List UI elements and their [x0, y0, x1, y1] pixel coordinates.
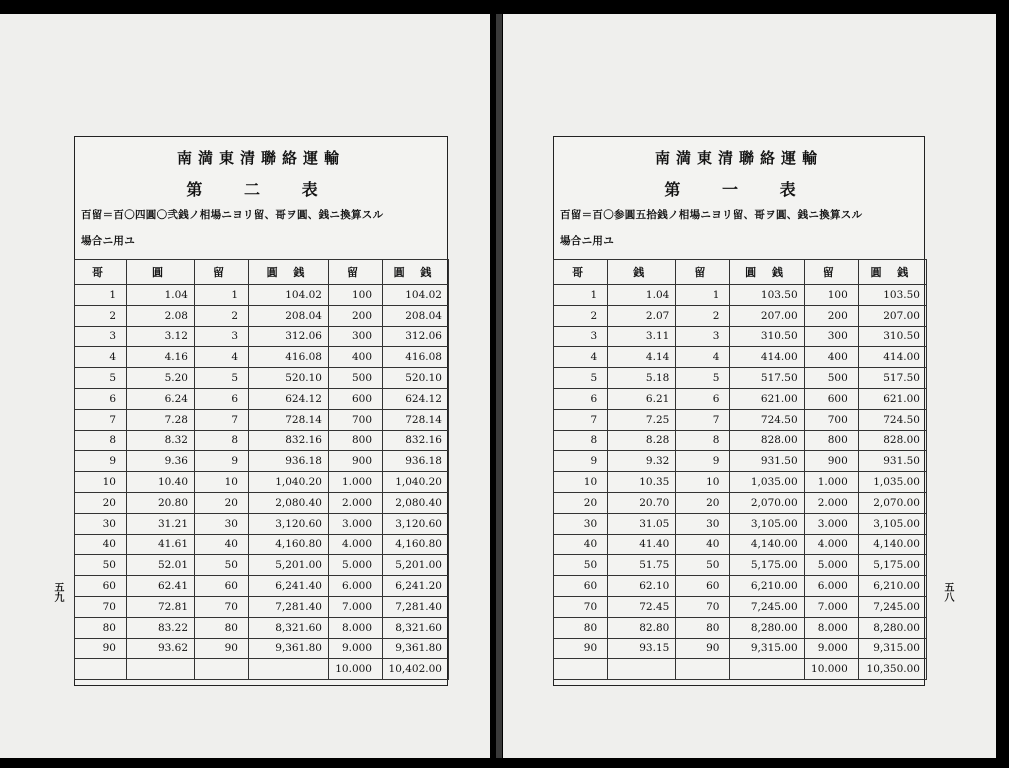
table-row — [75, 492, 449, 513]
table-row — [554, 534, 927, 555]
table-cell: 10.000 — [804, 659, 858, 680]
table-cell: 8,280.00 — [730, 617, 804, 638]
table-cell: 50 — [554, 555, 608, 576]
table-cell: 6.000 — [329, 576, 383, 597]
table-cell: 5,175.00 — [858, 555, 926, 576]
table-cell: 93.62 — [127, 638, 195, 659]
table-cell: 83.22 — [127, 617, 195, 638]
table-row — [75, 596, 449, 617]
table-cell: 9,361.80 — [383, 638, 449, 659]
table-cell: 4.14 — [608, 347, 676, 368]
table-note-line-1: 百留＝百〇参圓五拾銭ノ相場ニヨリ留、哥ヲ圓、銭ニ換算スル — [560, 209, 863, 221]
table-row — [554, 638, 927, 659]
table-cell: 51.75 — [608, 555, 676, 576]
table-cell: 6 — [676, 388, 730, 409]
table-cell: 7 — [676, 409, 730, 430]
table-cell: 41.61 — [127, 534, 195, 555]
table-cell: 60 — [195, 576, 249, 597]
table-cell: 8 — [195, 430, 249, 451]
table-cell — [608, 659, 676, 680]
table-cell: 8.32 — [127, 430, 195, 451]
table-cell: 41.40 — [608, 534, 676, 555]
table-cell: 80 — [676, 617, 730, 638]
table-cell: 3.12 — [127, 326, 195, 347]
table-cell: 10 — [676, 472, 730, 493]
table-cell: 832.16 — [249, 430, 329, 451]
table-row — [75, 326, 449, 347]
table-cell: 8.000 — [804, 617, 858, 638]
table-cell: 40 — [195, 534, 249, 555]
table-cell: 1.000 — [329, 472, 383, 493]
column-header: 圓 — [127, 260, 195, 285]
table-cell: 5,175.00 — [730, 555, 804, 576]
table-cell: 100 — [804, 285, 858, 306]
page-number: 五八 — [942, 582, 953, 602]
table-cell: 103.50 — [858, 285, 926, 306]
table-cell: 931.50 — [858, 451, 926, 472]
table-cell: 724.50 — [858, 409, 926, 430]
table-cell: 20 — [676, 492, 730, 513]
table-cell: 31.05 — [608, 513, 676, 534]
table-row — [554, 659, 927, 680]
table-cell: 104.02 — [383, 285, 449, 306]
table-row — [554, 347, 927, 368]
table-row — [554, 326, 927, 347]
column-header: 留 — [804, 260, 858, 285]
table-cell: 5 — [75, 368, 127, 389]
table-cell: 20.70 — [608, 492, 676, 513]
table-cell: 828.00 — [858, 430, 926, 451]
table-row — [554, 513, 927, 534]
table-cell: 7,281.40 — [383, 596, 449, 617]
table-cell: 936.18 — [383, 451, 449, 472]
table-cell: 500 — [804, 368, 858, 389]
table-cell: 5,201.00 — [249, 555, 329, 576]
table-cell: 60 — [554, 576, 608, 597]
table-row — [554, 555, 927, 576]
table-cell: 416.08 — [383, 347, 449, 368]
table-cell: 520.10 — [249, 368, 329, 389]
table-subtitle: 第 一 表 — [664, 180, 814, 199]
table-row — [75, 451, 449, 472]
table-cell: 207.00 — [730, 305, 804, 326]
rate-table-2-sheet — [74, 136, 448, 686]
table-row — [75, 409, 449, 430]
column-header: 哥 — [554, 260, 608, 285]
table-cell: 62.41 — [127, 576, 195, 597]
table-cell: 30 — [75, 513, 127, 534]
table-cell: 30 — [195, 513, 249, 534]
table-cell: 30 — [554, 513, 608, 534]
table-cell: 70 — [195, 596, 249, 617]
table-cell: 600 — [804, 388, 858, 409]
table-cell: 1.04 — [608, 285, 676, 306]
table-cell: 9,315.00 — [858, 638, 926, 659]
book-spine — [496, 14, 502, 758]
conversion-table — [553, 259, 927, 680]
table-row — [75, 347, 449, 368]
table-cell: 7,245.00 — [858, 596, 926, 617]
table-cell: 621.00 — [730, 388, 804, 409]
table-cell: 93.15 — [608, 638, 676, 659]
table-cell: 4,160.80 — [249, 534, 329, 555]
table-cell: 828.00 — [730, 430, 804, 451]
table-cell: 4.000 — [804, 534, 858, 555]
table-cell — [249, 659, 329, 680]
table-row — [75, 513, 449, 534]
table-cell: 50 — [195, 555, 249, 576]
table-cell: 416.08 — [249, 347, 329, 368]
table-cell: 3 — [75, 326, 127, 347]
table-cell: 90 — [75, 638, 127, 659]
table-subtitle: 第 二 表 — [186, 180, 336, 199]
table-cell: 312.06 — [383, 326, 449, 347]
table-cell: 7,281.40 — [249, 596, 329, 617]
right-page — [503, 14, 996, 758]
table-row — [75, 617, 449, 638]
table-header-row — [75, 260, 449, 285]
table-cell: 1 — [554, 285, 608, 306]
table-cell: 80 — [75, 617, 127, 638]
table-row — [75, 555, 449, 576]
column-header: 圓 銭 — [249, 260, 329, 285]
table-cell: 2,080.40 — [383, 492, 449, 513]
table-cell: 6,241.40 — [249, 576, 329, 597]
table-cell: 5.000 — [329, 555, 383, 576]
table-cell: 60 — [676, 576, 730, 597]
table-cell: 2.000 — [804, 492, 858, 513]
table-cell: 40 — [676, 534, 730, 555]
table-cell: 104.02 — [249, 285, 329, 306]
table-cell: 414.00 — [858, 347, 926, 368]
table-cell: 8 — [75, 430, 127, 451]
table-cell: 5.000 — [804, 555, 858, 576]
table-cell: 624.12 — [383, 388, 449, 409]
table-cell: 72.45 — [608, 596, 676, 617]
table-cell: 600 — [329, 388, 383, 409]
table-cell: 2.07 — [608, 305, 676, 326]
column-header: 圓 銭 — [730, 260, 804, 285]
table-cell: 500 — [329, 368, 383, 389]
table-row — [554, 492, 927, 513]
table-cell: 624.12 — [249, 388, 329, 409]
table-cell: 3.000 — [804, 513, 858, 534]
table-cell: 100 — [329, 285, 383, 306]
table-cell: 5 — [554, 368, 608, 389]
table-cell: 20 — [195, 492, 249, 513]
table-cell: 10 — [195, 472, 249, 493]
table-cell: 1.04 — [127, 285, 195, 306]
table-cell: 9 — [75, 451, 127, 472]
table-cell: 6 — [554, 388, 608, 409]
table-cell: 4.000 — [329, 534, 383, 555]
table-cell: 6.21 — [608, 388, 676, 409]
table-cell: 300 — [804, 326, 858, 347]
table-row — [554, 409, 927, 430]
table-cell: 400 — [804, 347, 858, 368]
rate-table-1-sheet — [553, 136, 925, 686]
table-cell: 3 — [554, 326, 608, 347]
table-cell: 1,035.00 — [858, 472, 926, 493]
table-cell: 2,070.00 — [730, 492, 804, 513]
table-cell: 7,245.00 — [730, 596, 804, 617]
table-cell: 20.80 — [127, 492, 195, 513]
table-row — [554, 617, 927, 638]
table-row — [554, 305, 927, 326]
table-cell: 4 — [75, 347, 127, 368]
table-cell: 20 — [554, 492, 608, 513]
table-cell: 414.00 — [730, 347, 804, 368]
table-cell: 517.50 — [730, 368, 804, 389]
table-cell: 4,160.80 — [383, 534, 449, 555]
table-cell: 8.28 — [608, 430, 676, 451]
table-cell: 90 — [554, 638, 608, 659]
table-cell: 6.000 — [804, 576, 858, 597]
table-cell — [127, 659, 195, 680]
table-cell: 208.04 — [249, 305, 329, 326]
table-cell: 700 — [804, 409, 858, 430]
table-cell: 8.000 — [329, 617, 383, 638]
table-cell — [676, 659, 730, 680]
table-cell: 6 — [195, 388, 249, 409]
table-row — [554, 430, 927, 451]
table-title: 南満東清聯絡運輸 — [176, 149, 345, 167]
table-cell: 7.000 — [804, 596, 858, 617]
table-row — [75, 576, 449, 597]
table-row — [75, 472, 449, 493]
table-cell: 6 — [75, 388, 127, 409]
table-row — [554, 451, 927, 472]
table-cell: 3.000 — [329, 513, 383, 534]
table-cell: 5.18 — [608, 368, 676, 389]
column-header: 圓 銭 — [858, 260, 926, 285]
table-cell: 31.21 — [127, 513, 195, 534]
table-cell: 40 — [75, 534, 127, 555]
table-cell: 5 — [676, 368, 730, 389]
table-cell: 40 — [554, 534, 608, 555]
table-row — [75, 534, 449, 555]
table-cell: 800 — [329, 430, 383, 451]
table-cell: 936.18 — [249, 451, 329, 472]
table-cell: 700 — [329, 409, 383, 430]
table-cell: 10.000 — [329, 659, 383, 680]
table-note-line-2: 場合ニ用ユ — [560, 235, 614, 247]
table-cell — [730, 659, 804, 680]
table-cell: 50 — [75, 555, 127, 576]
table-row — [554, 285, 927, 306]
table-cell: 300 — [329, 326, 383, 347]
table-cell: 7 — [195, 409, 249, 430]
table-cell: 724.50 — [730, 409, 804, 430]
table-cell: 9.000 — [329, 638, 383, 659]
table-title: 南満東清聯絡運輸 — [654, 149, 823, 167]
table-cell: 2,070.00 — [858, 492, 926, 513]
table-row — [75, 368, 449, 389]
table-cell: 621.00 — [858, 388, 926, 409]
table-cell: 3,105.00 — [730, 513, 804, 534]
table-cell: 9,315.00 — [730, 638, 804, 659]
table-cell: 7.000 — [329, 596, 383, 617]
table-cell: 7 — [554, 409, 608, 430]
table-cell: 2 — [676, 305, 730, 326]
table-cell: 3.11 — [608, 326, 676, 347]
table-cell: 90 — [195, 638, 249, 659]
table-row — [554, 388, 927, 409]
table-cell: 70 — [75, 596, 127, 617]
table-cell: 3 — [676, 326, 730, 347]
table-cell: 800 — [804, 430, 858, 451]
table-cell: 9.000 — [804, 638, 858, 659]
table-cell: 310.50 — [730, 326, 804, 347]
table-cell: 82.80 — [608, 617, 676, 638]
table-cell: 8 — [676, 430, 730, 451]
table-cell: 310.50 — [858, 326, 926, 347]
table-cell: 90 — [676, 638, 730, 659]
table-row — [75, 388, 449, 409]
table-cell: 52.01 — [127, 555, 195, 576]
table-cell: 10.40 — [127, 472, 195, 493]
column-header: 哥 — [75, 260, 127, 285]
table-cell: 62.10 — [608, 576, 676, 597]
table-cell: 200 — [804, 305, 858, 326]
table-cell: 7.25 — [608, 409, 676, 430]
table-cell: 207.00 — [858, 305, 926, 326]
table-cell: 103.50 — [730, 285, 804, 306]
table-cell: 10,402.00 — [383, 659, 449, 680]
table-cell: 7 — [75, 409, 127, 430]
table-row — [75, 430, 449, 451]
table-cell: 1 — [195, 285, 249, 306]
table-cell: 5.20 — [127, 368, 195, 389]
table-cell: 9,361.80 — [249, 638, 329, 659]
column-header: 銭 — [608, 260, 676, 285]
table-cell: 6,241.20 — [383, 576, 449, 597]
table-cell: 9 — [195, 451, 249, 472]
column-header: 留 — [329, 260, 383, 285]
table-cell: 208.04 — [383, 305, 449, 326]
table-cell: 4 — [554, 347, 608, 368]
table-cell: 728.14 — [383, 409, 449, 430]
table-cell — [75, 659, 127, 680]
table-cell: 1 — [75, 285, 127, 306]
column-header: 留 — [195, 260, 249, 285]
table-cell: 8,321.60 — [249, 617, 329, 638]
table-cell: 7.28 — [127, 409, 195, 430]
table-cell: 728.14 — [249, 409, 329, 430]
table-cell: 6,210.00 — [858, 576, 926, 597]
table-cell: 2 — [195, 305, 249, 326]
table-cell: 5,201.00 — [383, 555, 449, 576]
table-cell: 3,120.60 — [249, 513, 329, 534]
table-cell: 8,321.60 — [383, 617, 449, 638]
table-note-line-2: 場合ニ用ユ — [81, 235, 135, 247]
table-row — [554, 472, 927, 493]
table-cell: 4.16 — [127, 347, 195, 368]
table-cell — [554, 659, 608, 680]
table-cell: 4 — [676, 347, 730, 368]
table-cell: 832.16 — [383, 430, 449, 451]
table-cell: 6.24 — [127, 388, 195, 409]
table-cell: 4 — [195, 347, 249, 368]
table-cell: 8 — [554, 430, 608, 451]
table-row — [554, 576, 927, 597]
table-cell: 4,140.00 — [730, 534, 804, 555]
table-cell: 70 — [554, 596, 608, 617]
table-cell: 3,120.60 — [383, 513, 449, 534]
table-cell: 2 — [75, 305, 127, 326]
table-cell: 9 — [676, 451, 730, 472]
table-cell: 70 — [676, 596, 730, 617]
table-cell — [195, 659, 249, 680]
table-cell: 10,350.00 — [858, 659, 926, 680]
table-row — [554, 368, 927, 389]
table-row — [75, 659, 449, 680]
table-cell: 520.10 — [383, 368, 449, 389]
table-cell: 30 — [676, 513, 730, 534]
table-cell: 2 — [554, 305, 608, 326]
table-cell: 9 — [554, 451, 608, 472]
left-page — [0, 14, 490, 758]
table-cell: 3,105.00 — [858, 513, 926, 534]
table-cell: 80 — [554, 617, 608, 638]
table-cell: 50 — [676, 555, 730, 576]
table-cell: 1 — [676, 285, 730, 306]
table-cell: 8,280.00 — [858, 617, 926, 638]
table-cell: 4,140.00 — [858, 534, 926, 555]
table-cell: 60 — [75, 576, 127, 597]
table-cell: 931.50 — [730, 451, 804, 472]
table-cell: 400 — [329, 347, 383, 368]
table-cell: 9.32 — [608, 451, 676, 472]
table-cell: 2.08 — [127, 305, 195, 326]
table-cell: 200 — [329, 305, 383, 326]
column-header: 留 — [676, 260, 730, 285]
table-cell: 72.81 — [127, 596, 195, 617]
table-cell: 10 — [554, 472, 608, 493]
table-cell: 6,210.00 — [730, 576, 804, 597]
table-row — [75, 305, 449, 326]
table-note-line-1: 百留＝百〇四圓〇弐銭ノ相場ニヨリ留、哥ヲ圓、銭ニ換算スル — [81, 209, 384, 221]
table-cell: 5 — [195, 368, 249, 389]
table-cell: 10.35 — [608, 472, 676, 493]
table-cell: 80 — [195, 617, 249, 638]
table-cell: 900 — [329, 451, 383, 472]
table-header-row — [554, 260, 927, 285]
table-cell: 3 — [195, 326, 249, 347]
table-cell: 1,035.00 — [730, 472, 804, 493]
table-cell: 1,040.20 — [249, 472, 329, 493]
table-cell: 20 — [75, 492, 127, 513]
table-cell: 900 — [804, 451, 858, 472]
table-cell: 312.06 — [249, 326, 329, 347]
page-number: 五九 — [52, 582, 63, 602]
column-header: 圓 銭 — [383, 260, 449, 285]
table-cell: 2.000 — [329, 492, 383, 513]
conversion-table — [74, 259, 449, 680]
table-cell: 2,080.40 — [249, 492, 329, 513]
table-cell: 10 — [75, 472, 127, 493]
table-cell: 9.36 — [127, 451, 195, 472]
table-cell: 1.000 — [804, 472, 858, 493]
table-row — [75, 638, 449, 659]
table-row — [554, 596, 927, 617]
table-row — [75, 285, 449, 306]
table-cell: 517.50 — [858, 368, 926, 389]
table-cell: 1,040.20 — [383, 472, 449, 493]
